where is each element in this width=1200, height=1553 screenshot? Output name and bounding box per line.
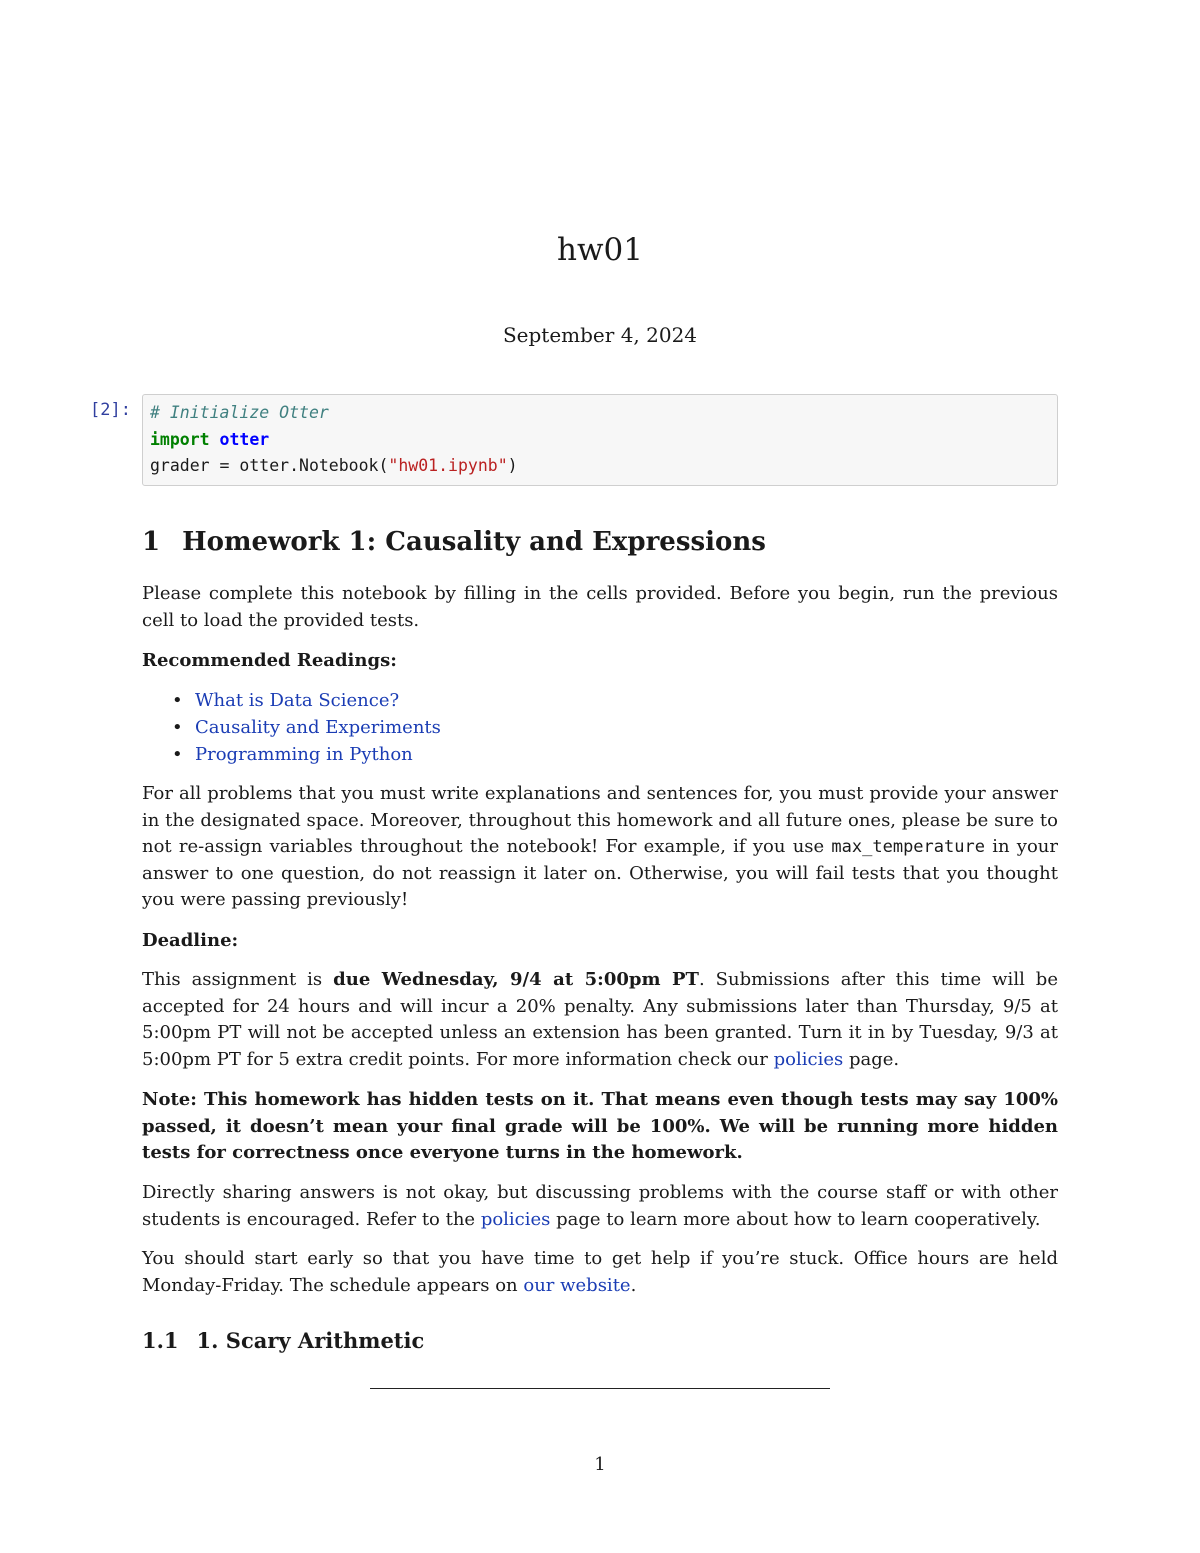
note-paragraph: Note: This homework has hidden tests on it. That means even though tests may say 100% passed, it doesn’t mean your final grade will be 100%. We will be running more hidden tests for correctness once everyone turns in the homework. bbox=[142, 1089, 1058, 1163]
deadline-text-2: . Submissions after this time will be accepted for 24 hours and will incur a 20% penalty. Any submissions later than Thursday, 9/5 at 5:00pm PT will not be accepted unless an extension has been granted. Turn it in by Tuesday, 9/3 at 5:00pm PT for 5 extra credit points. For more information check our bbox=[142, 969, 1058, 1070]
early-paragraph bbox=[142, 1246, 1058, 1299]
readings-list bbox=[142, 687, 441, 768]
subsection-title: 1. Scary Arithmetic bbox=[196, 1328, 425, 1353]
cell-prompt: [2]: bbox=[90, 400, 131, 420]
sharing-text-2: page to learn more about how to learn cooperatively. bbox=[550, 1208, 1041, 1230]
code-comment: # Initialize Otter bbox=[150, 403, 329, 422]
code-import-keyword: import bbox=[150, 429, 210, 449]
horizontal-rule bbox=[370, 1388, 830, 1389]
early-text-2: . bbox=[630, 1274, 637, 1296]
reading-link-data-science[interactable]: What is Data Science? bbox=[195, 690, 400, 711]
early-text-1: You should start early so that you have time to get help if you’re stuck. Office hours are held Monday-Friday. The schedule appears on bbox=[142, 1248, 1058, 1296]
code-line3-prefix: grader = otter.Notebook( bbox=[150, 456, 389, 475]
list-item bbox=[142, 714, 441, 741]
website-link[interactable]: our website bbox=[523, 1274, 631, 1296]
subsection-number: 1.1 bbox=[142, 1328, 179, 1353]
deadline-text-3: page. bbox=[843, 1048, 900, 1070]
deadline-paragraph bbox=[142, 967, 1058, 1073]
section-title: Homework 1: Causality and Expressions bbox=[182, 527, 766, 557]
deadline-text-1: This assignment is bbox=[142, 969, 334, 990]
subsection-heading bbox=[142, 1328, 424, 1353]
sharing-paragraph bbox=[142, 1180, 1058, 1233]
document-title: hw01 bbox=[557, 232, 643, 268]
explanation-text-2: in your answer to one question, do not reassign it later on. Otherwise, you will fail tests that you thought you were passing previously! bbox=[142, 836, 1058, 910]
code-import-module: otter bbox=[219, 429, 270, 449]
document-date: September 4, 2024 bbox=[502, 323, 698, 347]
list-item bbox=[142, 687, 441, 714]
policies-link[interactable]: policies bbox=[480, 1208, 551, 1230]
policies-link[interactable]: policies bbox=[773, 1048, 844, 1070]
explanation-text-1: For all problems that you must write explanations and sentences for, you must provide your answer in the designated space. Moreover, throughout this homework and all future ones, please be sure to not re-assign variables throughout the notebook! For example, if you use bbox=[142, 783, 1058, 857]
intro-paragraph: Please complete this notebook by filling in the cells provided. Before you begin, run the previous cell to load the provided tests. bbox=[142, 583, 1058, 631]
deadline-due: due Wednesday, 9/4 at 5:00pm PT bbox=[333, 969, 699, 990]
code-line3-suffix: ) bbox=[507, 456, 518, 475]
deadline-heading: Deadline: bbox=[142, 930, 239, 951]
list-item bbox=[142, 741, 441, 768]
code-cell[interactable] bbox=[142, 394, 1058, 486]
readings-heading: Recommended Readings: bbox=[142, 650, 397, 671]
code-string: "hw01.ipynb" bbox=[388, 456, 508, 475]
section-heading bbox=[142, 527, 766, 557]
section-number: 1 bbox=[142, 527, 161, 557]
inline-code: max_temperature bbox=[831, 837, 985, 857]
sharing-text-1: Directly sharing answers is not okay, but discussing problems with the course staff or with other students is encouraged. Refer to the bbox=[142, 1182, 1058, 1230]
reading-link-python[interactable]: Programming in Python bbox=[195, 744, 413, 765]
bullet-icon: • bbox=[172, 690, 183, 711]
reading-link-causality[interactable]: Causality and Experiments bbox=[195, 717, 441, 738]
page-number: 1 bbox=[594, 1454, 606, 1475]
bullet-icon: • bbox=[172, 744, 183, 765]
bullet-icon: • bbox=[172, 717, 183, 738]
explanation-paragraph bbox=[142, 781, 1058, 914]
